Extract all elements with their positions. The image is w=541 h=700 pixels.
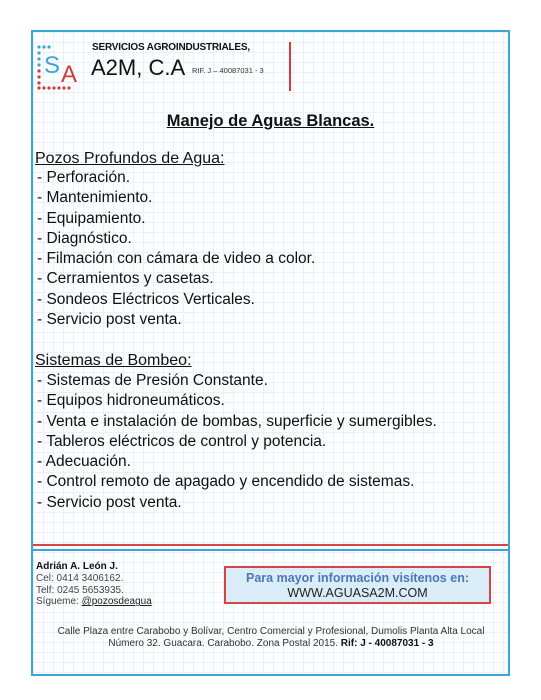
website-link[interactable]: WWW.AGUASA2M.COM (287, 586, 428, 600)
footer-divider-red (33, 544, 508, 546)
list-item: - Servicio post venta. (37, 493, 182, 511)
social-handle-link[interactable]: @pozosdeagua (81, 596, 152, 608)
list-item: - Equipos hidroneumáticos. (37, 392, 225, 410)
list-item: - Mantenimiento. (37, 189, 153, 207)
list-bombeo (37, 371, 437, 513)
follow-label: Sígueme: (36, 596, 79, 608)
company-logo (36, 44, 92, 90)
company-name: SERVICIOS AGROINDUSTRIALES, (92, 42, 250, 53)
section-heading-pozos: Pozos Profundos de Agua: (35, 150, 225, 167)
list-pozos (37, 168, 315, 330)
list-item: - Sondeos Eléctricos Verticales. (37, 290, 255, 308)
contact-follow (36, 596, 152, 608)
footer-divider-blue (33, 549, 508, 551)
contact-cel: Cel: 0414 3406162. (36, 572, 124, 584)
list-item: - Control remoto de apagado y encendido de sistemas. (37, 473, 415, 491)
list-item: - Filmación con cámara de video a color. (37, 250, 316, 268)
footer-address (36, 626, 506, 649)
info-box-text: Para mayor información visítenos en: (246, 571, 469, 585)
list-item: - Diagnóstico. (37, 229, 132, 247)
list-item: - Adecuación. (37, 453, 131, 471)
list-item: - Perforación. (37, 169, 131, 186)
header-divider (289, 42, 291, 91)
brand-name: A2M, C.A (91, 55, 186, 80)
contact-name: Adrián A. León J. (36, 561, 118, 572)
list-item: - Sistemas de Presión Constante. (37, 372, 268, 389)
list-item: - Equipamiento. (37, 209, 146, 227)
contact-telf: Telf: 0245 5653935. (36, 584, 124, 596)
list-item: - Tableros eléctricos de control y potencia. (37, 432, 327, 450)
info-box (224, 566, 491, 604)
address-text: Número 32. Guacara. Carabobo. Zona Postal 2015. (108, 637, 338, 649)
address-line-2 (36, 638, 506, 650)
footer-rif: Rif: J - 40087031 - 3 (340, 637, 434, 649)
section-heading-bombeo: Sistemas de Bombeo: (35, 352, 192, 369)
page-title: Manejo de Aguas Blancas. (166, 112, 375, 130)
svg-text:S: S (44, 52, 61, 79)
list-item: - Cerramientos y casetas. (37, 270, 214, 288)
address-line-1: Calle Plaza entre Carabobo y Bolívar, Centro Comercial y Profesional, Dumolis Planta Alta Local (57, 626, 485, 637)
list-item: - Venta e instalación de bombas, superficie y sumergibles. (37, 412, 437, 430)
header-rif: RIF. J – 40087031 - 3 (192, 66, 264, 75)
contact-block (36, 561, 152, 608)
list-item: - Servicio post venta. (37, 311, 182, 329)
svg-text:A: A (61, 61, 78, 88)
